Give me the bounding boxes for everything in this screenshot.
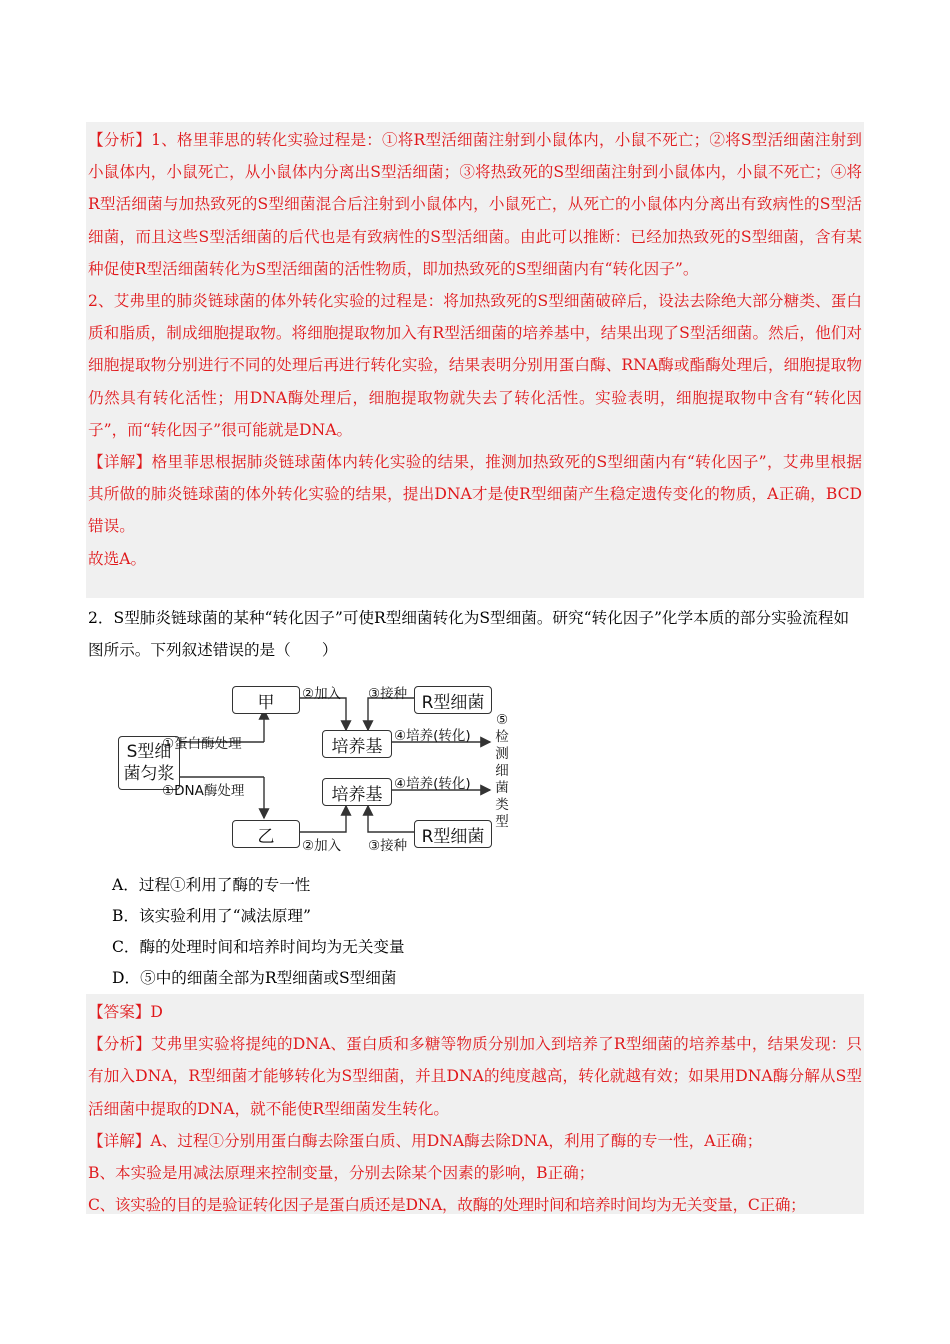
step4-culture-label-top: ④培养(转化)	[394, 728, 471, 744]
option-d: D．⑤中的细菌全部为R型细菌或S型细菌	[112, 969, 397, 987]
analysis-block	[88, 124, 862, 575]
analysis-tag: 【分析】	[88, 131, 152, 149]
step1-dnase-label: ①DNA酶处理	[162, 783, 245, 799]
step1-protease-label: ①蛋白酶处理	[162, 736, 242, 752]
option-c: C．酶的处理时间和培养时间均为无关变量	[112, 938, 405, 956]
option-a: A．过程①利用了酶的专一性	[112, 876, 311, 894]
step2-add-label-bottom: ②加入	[302, 838, 342, 854]
step3-inoculate-label-bottom: ③接种	[368, 838, 408, 854]
jia-box: 甲	[232, 686, 300, 714]
s-bacteria-homogenate-box: S型细 菌匀浆	[118, 736, 180, 790]
step5-detect-label: ⑤检测细菌类型	[495, 712, 509, 830]
analysis-paragraph-2: 2、艾弗里的肺炎链球菌的体外转化实验的过程是：将加热致死的S型细菌破碎后，设法去除绝大部分糖类、蛋白质和脂质，制成细胞提取物。将细胞提取物加入有R型活细菌的培养基中，结果出现了S型活细菌。然后，他们对细胞提取物分别进行不同的处理后再进行转化实验，结果表明分别用蛋白酶、RNA酶或酯酶处理后，细胞提取物仍然具有转化活性；用DNA酶处理后，细胞提取物就失去了转化活性。实验表明，细胞提取物中含有“转化因子”，而“转化因子”很可能就是DNA。	[88, 292, 862, 439]
answer-block	[88, 996, 862, 1221]
analysis-paragraph-1: 【分析】1、格里菲思的转化实验过程是：①将R型活细菌注射到小鼠体内，小鼠不死亡；②将S型活细菌注射到小鼠体内，小鼠死亡，从小鼠体内分离出S型活细菌；③将热致死的S型细菌注射到小鼠体内，小鼠不死亡；④将R型活细菌与加热致死的S型细菌混合后注射到小鼠体内，小鼠死亡，从死亡的小鼠体内分离出有致病性的S型活细菌，而且这些S型活细菌的后代也是有致病性的S型活细菌。由此可以推断：已经加热致死的S型细菌，含有某种促使R型活细菌转化为S型活细菌的活性物质，即加热致死的S型细菌内有“转化因子”。	[88, 131, 862, 278]
medium-box-top: 培养基	[322, 730, 392, 758]
answer-detail-c: C、该实验的目的是验证转化因子是蛋白质还是DNA，故酶的处理时间和培养时间均为无关变量，C正确；	[88, 1196, 806, 1215]
answer-value: D	[150, 1003, 163, 1021]
r-bacteria-box-top: R型细菌	[414, 686, 492, 714]
answer-tag: 【答案】	[88, 1003, 151, 1021]
answer-analysis-tag: 【分析】	[88, 1035, 152, 1054]
experiment-diagram	[118, 682, 518, 852]
detail-tag: 【详解】	[88, 453, 152, 472]
choice-line: 故选A。	[88, 549, 147, 568]
answer-detail-tag: 【详解】	[88, 1131, 151, 1150]
step4-culture-label-bottom: ④培养(转化)	[394, 776, 471, 792]
detail-paragraph: 【详解】格里菲思根据肺炎链球菌体内转化实验的结果，推测加热致死的S型细菌内有“转化因子”，艾弗里根据其所做的肺炎链球菌的体外转化实验的结果，提出DNA才是使R型细菌产生稳定遗传变化的物质，A正确，BCD错误。	[88, 453, 862, 536]
step2-add-label-top: ②加入	[302, 686, 342, 702]
answer-detail-a: 【详解】A、过程①分别用蛋白酶去除蛋白质、用DNA酶去除DNA，利用了酶的专一性，A正确；	[88, 1131, 763, 1150]
question-2-stem: 2．S型肺炎链球菌的某种“转化因子”可使R型细菌转化为S型细菌。研究“转化因子”化学本质的部分实验流程如图所示。下列叙述错误的是（ ）	[88, 609, 850, 659]
answer-analysis: 【分析】艾弗里实验将提纯的DNA、蛋白质和多糖等物质分别加入到培养了R型细菌的培养基中，结果发现：只有加入DNA，R型细菌才能够转化为S型细菌，并且DNA的纯度越高，转化就越有效；如果用DNA酶分解从S型活细菌中提取的DNA，就不能使R型细菌发生转化。	[88, 1035, 862, 1118]
yi-box: 乙	[232, 820, 300, 848]
option-b: B．该实验利用了“减法原理”	[112, 907, 311, 925]
answer-line	[88, 996, 862, 1028]
answer-detail-b: B、本实验是用减法原理来控制变量，分别去除某个因素的影响，B正确；	[88, 1164, 595, 1183]
medium-box-bottom: 培养基	[322, 778, 392, 806]
r-bacteria-box-bottom: R型细菌	[414, 820, 492, 848]
step3-inoculate-label-top: ③接种	[368, 686, 408, 702]
